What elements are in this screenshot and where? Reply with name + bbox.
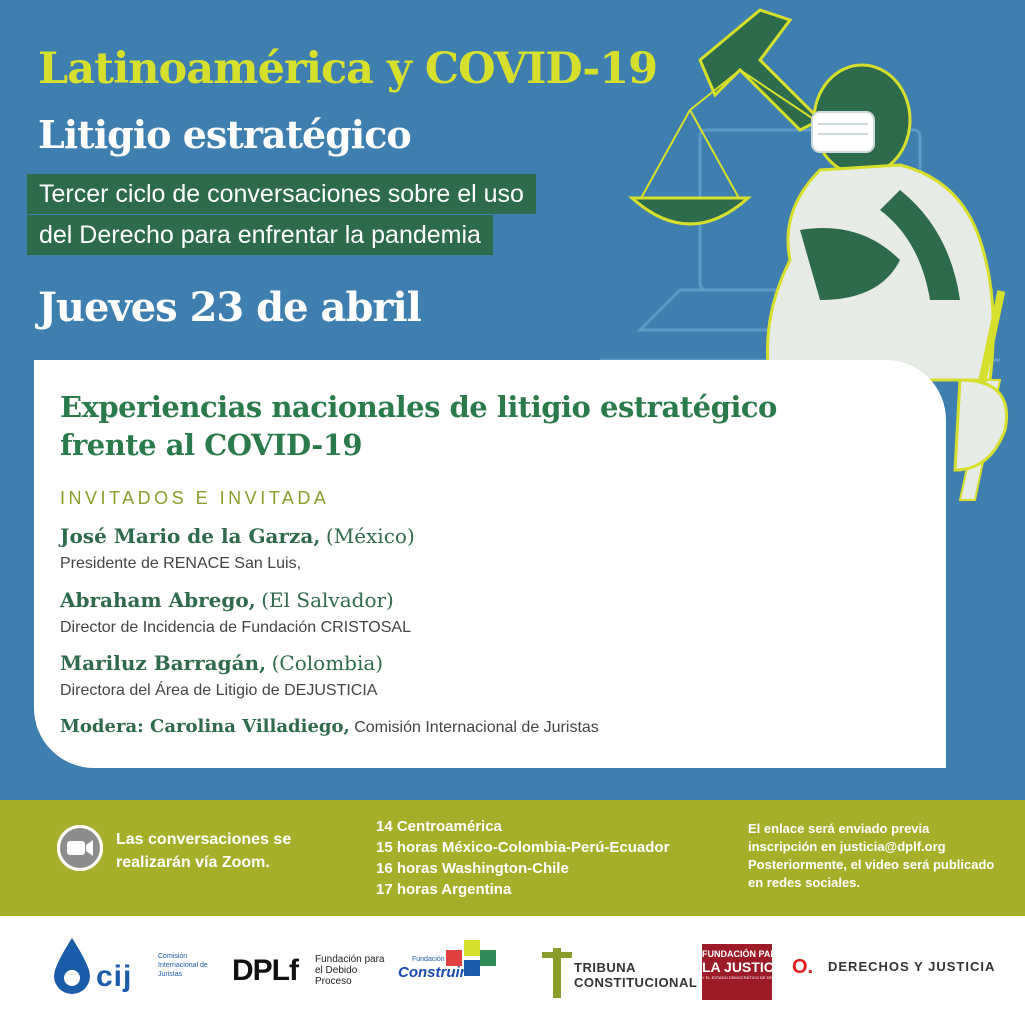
registration-note: El enlace será enviado previa inscripción en justicia@dplf.org Posteriormente, el video será publicado en redes sociales. [748,821,995,890]
tribuna-logo: TRIBUNA CONSTITUCIONAL [574,960,698,990]
video-camera-icon [57,825,103,871]
tribuna-cross-icon [542,948,572,998]
partner-logos-bar [0,916,1025,1023]
schedule-item: 16 horas Washington-Chile [376,860,569,877]
session-title-line-1: Experiencias nacionales de litigio estratégico [60,390,777,424]
cycle-band-line-2: del Derecho para enfrentar la pandemia [27,215,493,255]
derechos-justicia-mark-icon: O. [792,956,814,978]
fundacion-justicia-logo: FUNDACIÓN PARA LA JUSTICIA Y EL ESTADO DEMOCRÁTICO DE DERECHO [702,944,772,1000]
guest-name: José Mario de la Garza, [60,524,321,548]
guest-country: (Colombia) [271,651,384,675]
registration-email-link[interactable]: justicia@dplf.org [839,839,946,854]
moderator-org: Comisión Internacional de Juristas [354,719,599,736]
guest-name: Abraham Abrego, [60,588,256,612]
guest-role: Director de Incidencia de Fundación CRISTOSAL [60,619,411,636]
cij-drop-icon [50,936,94,996]
construir-logo: Construir [398,964,466,981]
event-date: Jueves 23 de abril [38,284,421,331]
session-title [60,388,820,464]
schedule-item: 15 horas México-Colombia-Perú-Ecuador [376,839,670,856]
dplf-logo: DPLf [232,954,298,987]
event-title: Latinoamérica y COVID-19 [38,44,658,94]
construir-logo-prefix: Fundación [412,956,445,963]
event-subtitle: Litigio estratégico [38,112,411,157]
guest-item [60,588,411,637]
guest-item [60,524,415,573]
moderator [60,716,599,737]
guests-label: INVITADOS E INVITADA [60,488,330,508]
face-mask-icon [812,112,874,152]
zoom-note: Las conversaciones se realizarán vía Zoom. [116,831,292,871]
dplf-logo-caption: Fundación para el Debido Proceso [315,954,385,987]
guest-item [60,651,383,700]
moderator-label: Modera: Carolina Villadiego, [60,716,350,737]
schedule-list [376,816,669,900]
info-footer [0,800,1025,916]
schedule-item: 17 horas Argentina [376,881,512,898]
guest-country: (El Salvador) [261,588,394,612]
cij-logo-caption: Comisión Internacional de Juristas [158,953,208,978]
guest-role: Directora del Área de Litigio de DEJUSTICIA [60,682,378,699]
guest-name: Mariluz Barragán, [60,651,267,675]
session-card [34,360,946,768]
cij-logo: cij [96,960,133,993]
cycle-band-line-1: Tercer ciclo de conversaciones sobre el uso [27,174,536,214]
derechos-justicia-logo: DERECHOS Y JUSTICIA [828,959,996,974]
guest-country: (México) [325,524,415,548]
schedule-item: 14 Centroamérica [376,818,502,835]
guest-role: Presidente de RENACE San Luis, [60,555,302,572]
session-title-line-2: frente al COVID-19 [60,428,363,462]
